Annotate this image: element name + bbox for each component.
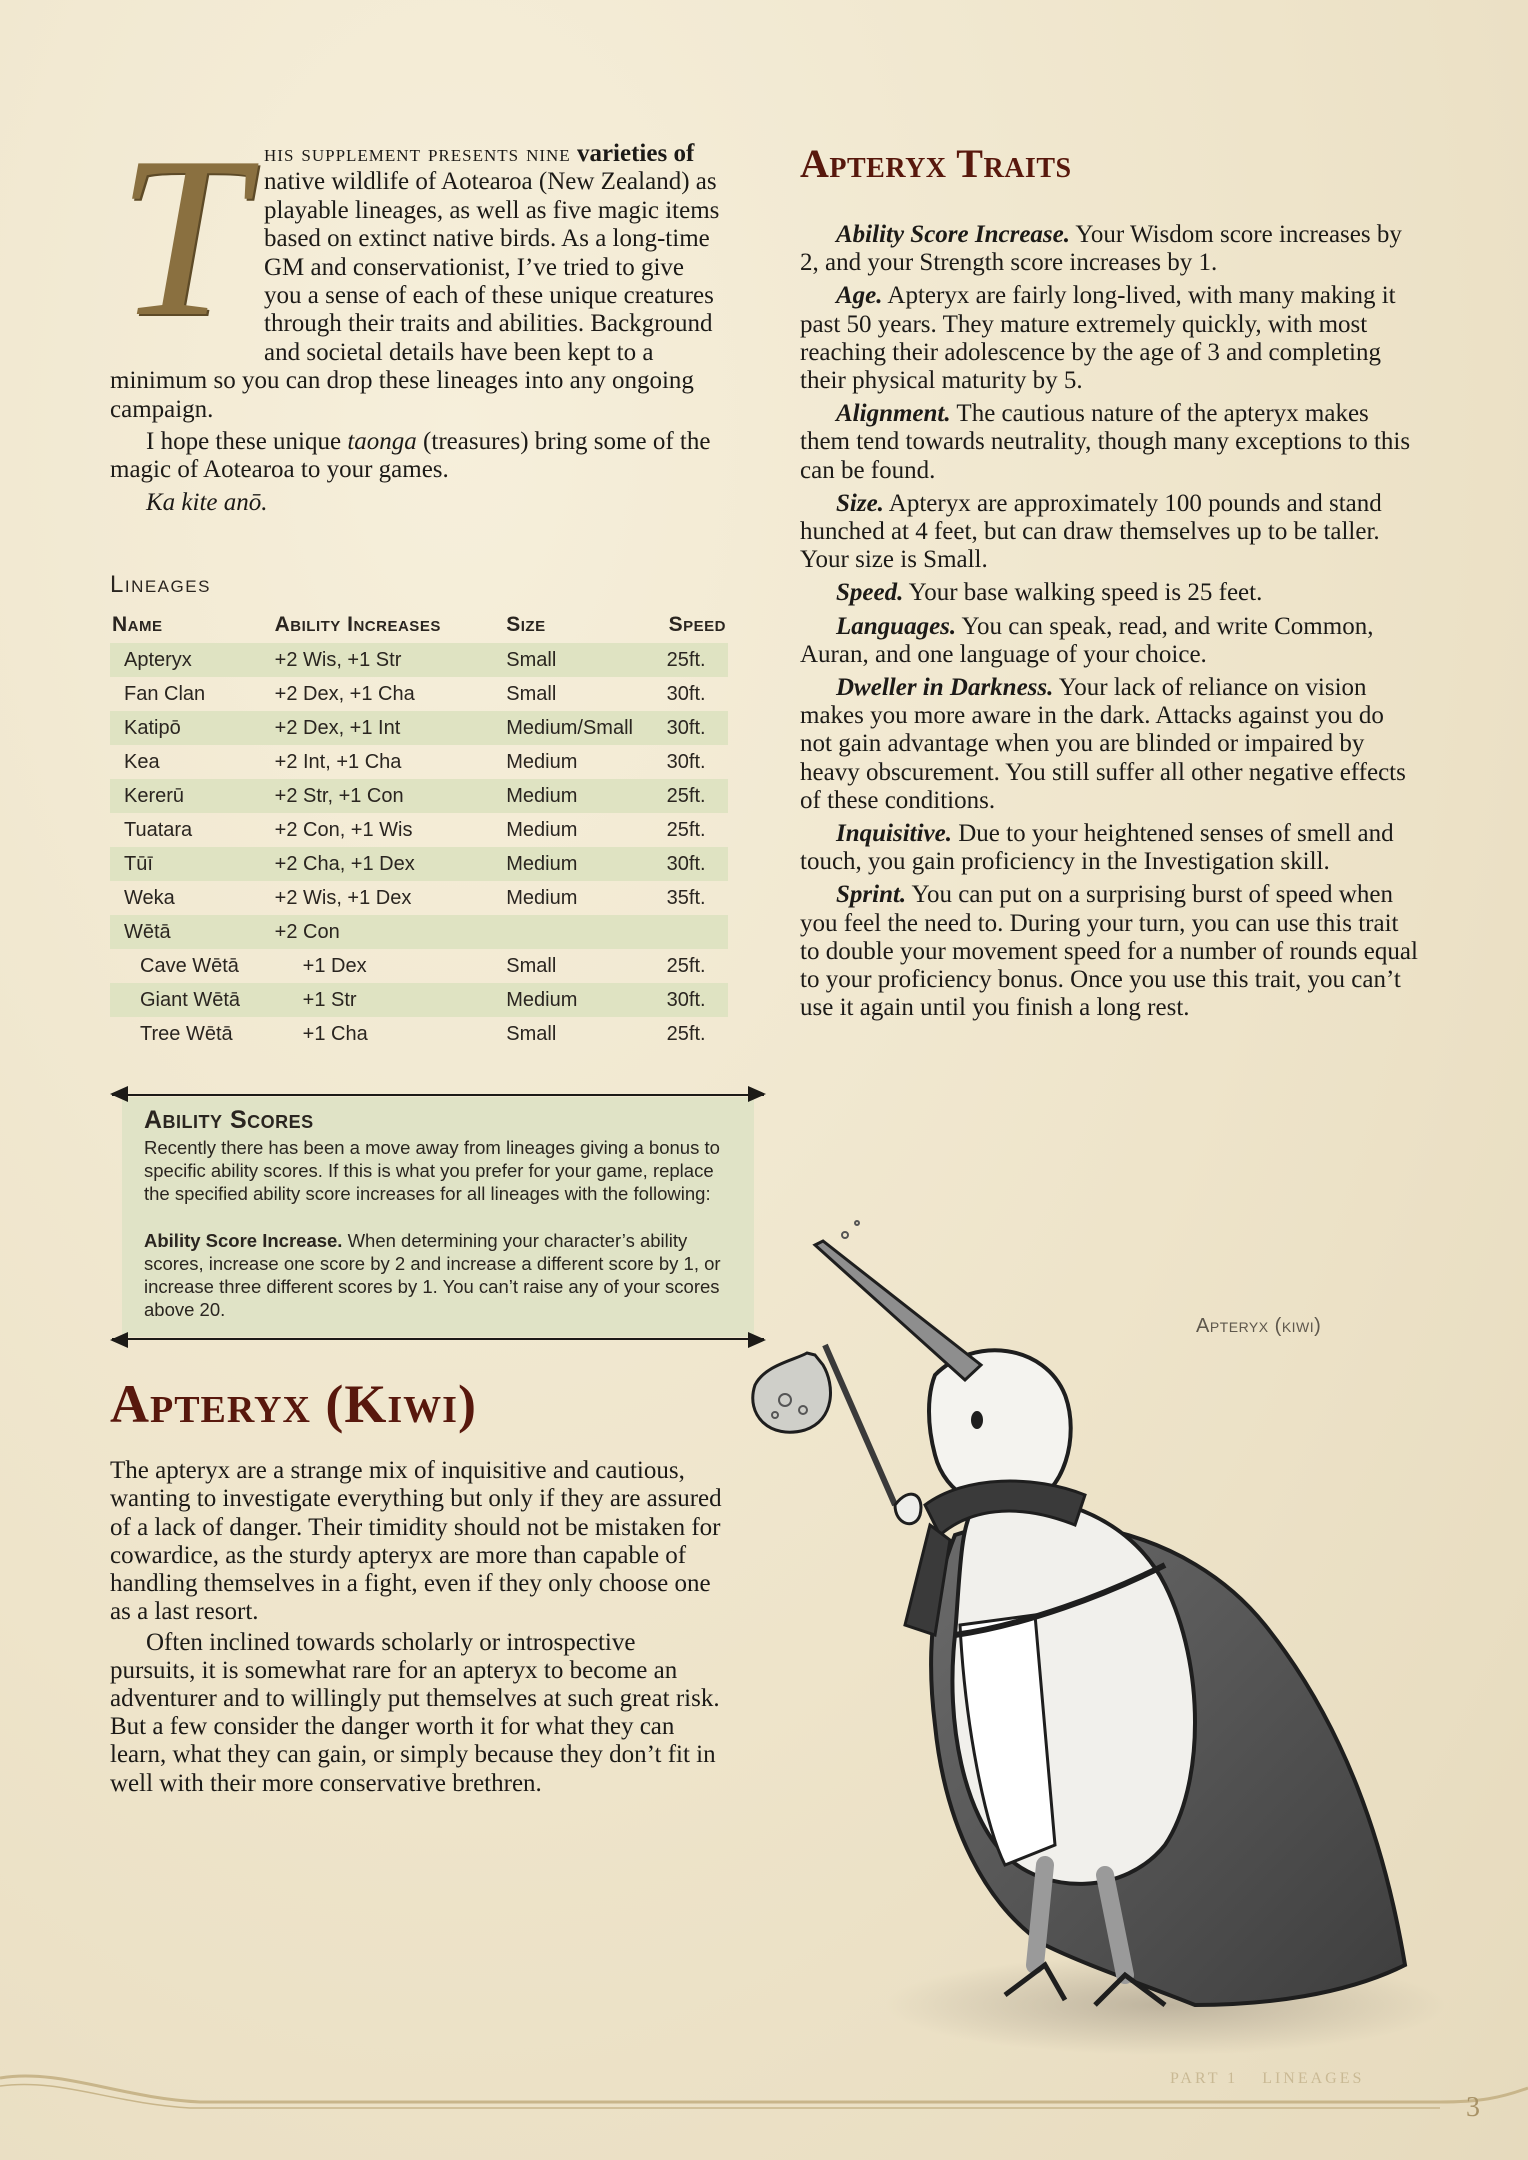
cell-ability: +1 Str [273, 983, 505, 1017]
trait-name: Inquisitive. [836, 820, 952, 848]
table-title: Lineages [110, 571, 211, 599]
cell-name: Weka [124, 886, 175, 909]
cell-speed: 30ft. [666, 750, 706, 773]
trait-item [800, 282, 1420, 395]
cell-size: Medium [504, 983, 666, 1017]
cell-speed: 25ft. [666, 1022, 706, 1045]
cell-size: Medium [506, 750, 578, 773]
trait-name: Languages. [836, 612, 957, 640]
cell-size [504, 915, 666, 949]
trait-name: Age. [836, 282, 883, 310]
drop-cap: T [117, 109, 245, 364]
sidebar-title: Ability Scores [144, 1106, 314, 1135]
table-row [110, 915, 728, 949]
table-row [110, 677, 728, 711]
cell-speed: 30ft. [667, 983, 728, 1017]
cell-speed: 25ft. [667, 643, 728, 677]
trait-item [800, 400, 1420, 485]
traits-heading: Apteryx Traits [800, 141, 1072, 186]
cell-speed: 25ft. [667, 779, 728, 813]
cell-name: Katipō [110, 711, 273, 745]
intro-lead: his supplement presents nine [264, 141, 571, 167]
intro-lead-bold: varieties of [576, 140, 695, 167]
description-paragraph-2: Often inclined towards scholarly or introspective pursuits, it is somewhat rare for an apteryx to become an adventurer and to willingly put themselves at such great risk. But a few consider the danger worth it for what they can learn, what they can gain, or simply because they don’t fit in well with their more conservative brethren. [110, 1628, 720, 1797]
cell-name: Tree Wētā [140, 1022, 233, 1045]
left-column [110, 109, 726, 1798]
cell-ability: +2 Cha, +1 Dex [273, 847, 505, 881]
cell-ability: +2 Wis, +1 Dex [274, 886, 412, 909]
page-number: 3 [1466, 2092, 1480, 2123]
cell-size: Small [506, 954, 557, 977]
footer-section: LINEAGES [1262, 2070, 1365, 2087]
cell-ability: +2 Dex, +1 Cha [274, 682, 415, 705]
trait-item [800, 490, 1420, 575]
table-row [110, 779, 728, 813]
cell-size: Small [506, 682, 557, 705]
intro-p2-post: (treasures) bring some of the magic of Aotearoa to your games. [110, 428, 711, 484]
cell-size: Medium [506, 886, 578, 909]
sidebar-p2-rest: When determining your character’s ability scores, increase one score by 2 and increase a different score by 1, or increase three different scores by 1. You can’t raise any of your scores above 20. [144, 1230, 721, 1321]
cell-size: Small [506, 1022, 557, 1045]
cell-name: Kererū [110, 779, 273, 813]
cell-ability: +2 Wis, +1 Str [273, 643, 505, 677]
table-row [110, 847, 728, 881]
trait-text: Your base walking speed is 25 feet. [903, 579, 1263, 607]
intro-paragraph-2 [110, 428, 726, 485]
cell-size: Medium [506, 818, 578, 841]
table-row [110, 643, 728, 677]
lineages-table [110, 607, 728, 1051]
cell-size: Small [504, 643, 666, 677]
sidebar-paragraph-2 [144, 1229, 732, 1321]
cell-name: Apteryx [110, 643, 273, 677]
description-section [110, 1457, 726, 1797]
trait-item [800, 674, 1420, 815]
cell-name: Tūī [110, 847, 273, 881]
sidebar-corner [748, 1086, 766, 1102]
sidebar-paragraph-1: Recently there has been a move away from lineages giving a bonus to specific ability scores. If this is what you prefer for your game, replace the specified ability score increases for all lineages with the following: [144, 1137, 720, 1205]
trait-item [800, 221, 1420, 277]
trait-text: Apteryx are fairly long-lived, with many making it past 50 years. They mature extremely quickly, with most reaching their adolescence by the age of 3 and completing their physical maturity by 5. [800, 282, 1396, 395]
trait-text: Apteryx are approximately 100 pounds and stand hunched at 4 feet, but can draw themselves up to be taller. Your size is Small. [800, 489, 1382, 574]
cell-size: Medium [504, 847, 666, 881]
cell-speed: 30ft. [667, 711, 728, 745]
cell-ability: +2 Str, +1 Con [273, 779, 505, 813]
table-row [110, 881, 728, 915]
trait-name: Ability Score Increase. [836, 221, 1071, 248]
intro-section [110, 109, 726, 517]
right-column [800, 140, 1420, 1027]
description-paragraph-1: The apteryx are a strange mix of inquisitive and cautious, wanting to investigate everything but only if they are assured of a lack of danger. Their timidity should not be mistaken for cowardice, as the sturdy apteryx are more than capable of handling themselves in a fight, even if they only choose one as a last resort. [110, 1457, 722, 1626]
traits-list [800, 221, 1420, 1022]
cell-ability: +2 Dex, +1 Int [273, 711, 505, 745]
col-header-size: Size [506, 613, 546, 637]
cell-speed: 25ft. [666, 818, 706, 841]
trait-name: Dweller in Darkness. [836, 674, 1054, 702]
cell-speed: 30ft. [666, 682, 706, 705]
table-row [110, 711, 728, 745]
cell-ability: +2 Int, +1 Cha [274, 750, 402, 773]
cell-ability: +2 Con, +1 Wis [274, 818, 413, 841]
trait-name: Alignment. [836, 400, 951, 428]
sidebar-corner [110, 1332, 128, 1348]
sidebar-p2-bold: Ability Score Increase. [144, 1230, 343, 1252]
trait-text: Due to your heightened senses of smell and touch, you gain proficiency in the Investigation skill. [800, 820, 1394, 876]
illustration-caption: Apteryx (kiwi) [1196, 1315, 1322, 1337]
cell-ability: +2 Con [273, 915, 505, 949]
table-row [110, 745, 728, 779]
trait-item [800, 881, 1420, 1022]
footer-running-title [1170, 2070, 1364, 2088]
cell-speed: 35ft. [666, 886, 706, 909]
trait-text: Your Wisdom score increases by 2, and your Strength score increases by 1. [800, 221, 1402, 277]
trait-name: Sprint. [836, 881, 907, 909]
intro-p2-italic: taonga [347, 428, 417, 456]
cell-name: Fan Clan [124, 682, 206, 705]
footer-part: PART 1 [1170, 2070, 1239, 2087]
cell-size: Medium/Small [504, 711, 666, 745]
cell-name: Giant Wētā [110, 983, 273, 1017]
trait-item [800, 613, 1420, 669]
trait-name: Size. [836, 489, 884, 517]
trait-text: You can speak, read, and write Common, Auran, and one language of your choice. [800, 612, 1374, 668]
col-header-name: Name [112, 613, 163, 637]
table-header-row [110, 607, 728, 643]
intro-paragraph-1: native wildlife of Aotearoa (New Zealand) as playable lineages, as well as five magic items based on extinct native birds. As a long-time GM and conservationist, I’ve tried to give you a sense of each of these unique creatures through their traits and abilities. Background and societal details have been kept to a minimum so you can drop these lineages into any ongoing campaign. [110, 168, 720, 423]
cell-size: Medium [504, 779, 666, 813]
cell-name: Tuatara [124, 818, 193, 841]
table-row [110, 813, 728, 847]
main-heading: Apteryx (Kiwi) [110, 1374, 477, 1435]
trait-name: Speed. [836, 579, 904, 607]
intro-p2-pre: I hope these unique [146, 428, 348, 456]
trait-text: The cautious nature of the apteryx makes them tend towards neutrality, though many exceptions to this can be found. [800, 400, 1411, 484]
trait-text: Your lack of reliance on vision makes you more aware in the dark. Attacks against you do not gain advantage when you are blinded or impaired by heavy obscurement. You still suffer all other negative effects of these conditions. [800, 674, 1406, 814]
cell-ability: +1 Cha [302, 1022, 368, 1045]
cell-speed: 30ft. [667, 847, 728, 881]
sidebar-corner [110, 1086, 128, 1102]
cell-name: Cave Wētā [140, 954, 239, 977]
trait-item [800, 579, 1420, 607]
table-row [110, 949, 728, 983]
cell-name: Wētā [110, 915, 273, 949]
col-header-speed: Speed [668, 613, 726, 637]
cell-speed: 25ft. [666, 954, 706, 977]
cell-name: Kea [124, 750, 160, 773]
ability-scores-sidebar [122, 1097, 754, 1337]
trait-text: You can put on a surprising burst of speed when you feel the need to. During your turn, you can use this trait to double your movement speed for a number of rounds equal to your proficiency bonus. Once you use this trait, you can’t use it again until you finish a long rest. [800, 881, 1418, 1022]
col-header-ability: Ability Increases [274, 613, 441, 637]
kiwi-alchemist-illustration [745, 1205, 1525, 2055]
table-row [110, 983, 728, 1017]
cell-ability: +1 Dex [302, 954, 367, 977]
table-row [110, 1017, 728, 1051]
intro-signoff: Ka kite anō. [146, 488, 268, 516]
footer-ornament [0, 2058, 1528, 2118]
trait-item [800, 820, 1420, 876]
cell-speed [667, 915, 728, 949]
